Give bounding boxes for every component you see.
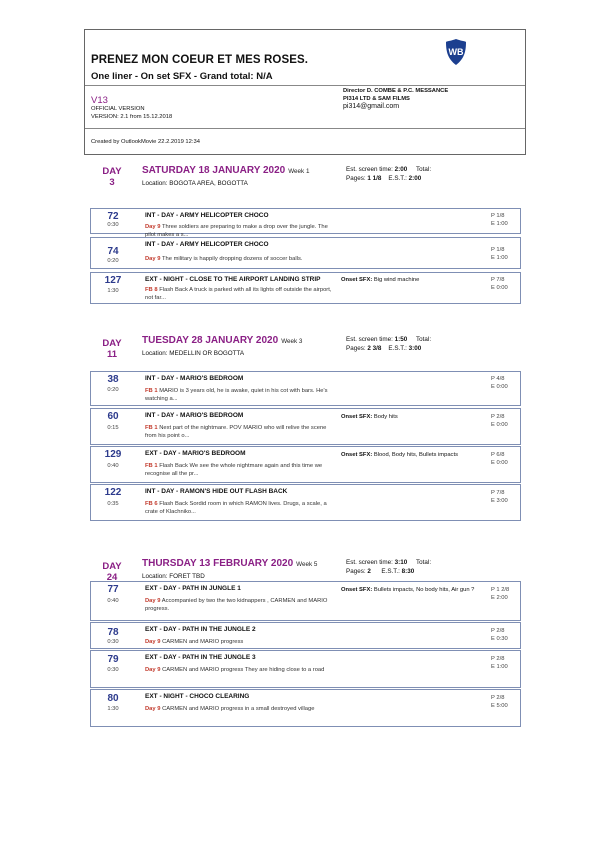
scene-heading: INT - DAY - ARMY HELICOPTER CHOCO bbox=[145, 241, 269, 248]
scene-description bbox=[145, 387, 335, 403]
scene-page-count: P 7/8 bbox=[491, 277, 505, 283]
scene-page-count: P 7/8 bbox=[491, 490, 505, 496]
scene-desc-text: CARMEN and MARIO progress in a small destroyed village bbox=[162, 706, 315, 712]
scene-pages bbox=[491, 586, 509, 602]
est-label: Est. screen time: bbox=[346, 336, 393, 343]
scene-tag: FB 8 bbox=[145, 287, 158, 293]
scene-row bbox=[90, 408, 521, 445]
scene-description bbox=[145, 705, 335, 713]
scene-row bbox=[90, 272, 521, 304]
scene-description bbox=[145, 462, 335, 478]
scene-est-time: E 0:30 bbox=[491, 636, 508, 642]
company-line: PI314 LTD & SAM FILMS bbox=[343, 96, 410, 102]
day-estimates bbox=[346, 165, 431, 183]
scene-heading: INT - DAY - ARMY HELICOPTER CHOCO bbox=[145, 212, 269, 219]
scene-number: 60 bbox=[107, 411, 119, 422]
scene-heading: INT - DAY - MARIO'S BEDROOM bbox=[145, 375, 244, 382]
scene-tag: Day 9 bbox=[145, 224, 161, 230]
pages-label: Pages: bbox=[346, 345, 366, 352]
scene-desc-text: MARIO is 3 years old, he is awake, quiet in his cot with bars. He's watching a... bbox=[145, 388, 328, 402]
scene-desc-text: Flash Back We see the whole nightmare again and this time we recognise all the pr... bbox=[145, 463, 323, 477]
scene-description bbox=[145, 500, 335, 516]
est-label: Est. screen time: bbox=[346, 559, 393, 566]
scene-row bbox=[90, 622, 521, 649]
day-number: 11 bbox=[106, 349, 118, 360]
official-version-label: OFFICIAL VERSION bbox=[91, 106, 145, 112]
scene-est-time: E 0:00 bbox=[491, 285, 508, 291]
day-week: Week 1 bbox=[288, 168, 310, 175]
scene-desc-text: The military is happily dropping dozens of soccer balls. bbox=[161, 256, 303, 262]
day-week: Week 3 bbox=[281, 338, 303, 345]
scene-row bbox=[90, 581, 521, 621]
header-divider bbox=[85, 85, 525, 86]
version-line: VERSION: 2.1 from 15.12.2018 bbox=[91, 114, 173, 120]
day-date-text: THURSDAY 13 FEBRUARY 2020 bbox=[142, 558, 294, 569]
production-title: PRENEZ MON COEUR ET MES ROSES. bbox=[91, 54, 309, 66]
scene-number: 122 bbox=[104, 487, 122, 498]
day-label bbox=[84, 561, 140, 581]
scene-duration: 0:20 bbox=[107, 258, 119, 264]
sfx-text: Big wind machine bbox=[373, 277, 420, 283]
est-total-value: 3:00 bbox=[408, 345, 422, 352]
scene-pages bbox=[491, 212, 508, 228]
scene-est-time: E 3:00 bbox=[491, 498, 508, 504]
est-label: Est. screen time: bbox=[346, 166, 393, 173]
scene-page-count: P 6/8 bbox=[491, 452, 505, 458]
scene-heading: EXT - DAY - PATH IN THE JUNGLE 3 bbox=[145, 654, 256, 661]
report-subtitle: One liner - On set SFX - Grand total: N/A bbox=[91, 71, 273, 82]
scene-pages bbox=[491, 276, 508, 292]
sfx-label: Onset SFX: bbox=[341, 414, 373, 420]
scene-number: 79 bbox=[107, 654, 119, 665]
sfx-text: Bullets impacts, No body hits, Air gun ? bbox=[373, 587, 475, 593]
scene-page-count: P 1/8 bbox=[491, 213, 505, 219]
scene-tag: Day 9 bbox=[145, 706, 161, 712]
scene-heading: EXT - DAY - MARIO'S BEDROOM bbox=[145, 450, 246, 457]
scene-est-time: E 1:00 bbox=[491, 221, 508, 227]
scene-row bbox=[90, 371, 521, 406]
scene-est-time: E 5:00 bbox=[491, 703, 508, 709]
scene-pages bbox=[491, 694, 508, 710]
scene-heading: INT - DAY - MARIO'S BEDROOM bbox=[145, 412, 244, 419]
scene-est-time: E 0:00 bbox=[491, 384, 508, 390]
day-date bbox=[142, 165, 309, 176]
scene-number: 74 bbox=[107, 246, 119, 257]
day-date-text: SATURDAY 18 JANUARY 2020 bbox=[142, 165, 286, 176]
sfx-label: Onset SFX: bbox=[341, 587, 373, 593]
header-divider-bottom bbox=[85, 128, 525, 129]
est-total-label: E.S.T.: bbox=[388, 345, 407, 352]
scene-tag: FB 1 bbox=[145, 463, 158, 469]
scene-number: 77 bbox=[107, 584, 119, 595]
scene-duration: 0:30 bbox=[107, 222, 119, 228]
est-total-label: E.S.T.: bbox=[388, 175, 407, 182]
scene-duration: 0:40 bbox=[107, 598, 119, 604]
day-number: 24 bbox=[106, 572, 118, 581]
day-label bbox=[84, 166, 140, 188]
scene-description bbox=[145, 286, 335, 302]
scene-desc-text: Three soldiers are preparing to make a drop over the jungle. The pilot makes a s... bbox=[145, 224, 328, 238]
svg-text:WB: WB bbox=[448, 47, 464, 57]
scene-page-count: P 2/8 bbox=[491, 695, 505, 701]
scene-page-count: P 2/8 bbox=[491, 628, 505, 634]
scene-number: 129 bbox=[104, 449, 122, 460]
warner-bros-logo-icon bbox=[444, 38, 468, 66]
total-label: Total: bbox=[416, 559, 432, 566]
scene-est-time: E 1:00 bbox=[491, 255, 508, 261]
scene-description bbox=[145, 255, 445, 263]
pages-label: Pages: bbox=[346, 568, 366, 575]
day-date bbox=[142, 335, 302, 346]
scene-tag: Day 9 bbox=[145, 256, 161, 262]
scene-heading: EXT - NIGHT - CLOSE TO THE AIRPORT LANDING STRIP bbox=[145, 276, 321, 283]
pages-value: 1 1/8 bbox=[367, 175, 382, 182]
scene-pages bbox=[491, 655, 508, 671]
scene-pages bbox=[491, 451, 508, 467]
scene-pages bbox=[491, 489, 508, 505]
scene-duration: 0:35 bbox=[107, 501, 119, 507]
sfx-text: Blood, Body hits, Bullets impacts bbox=[373, 452, 458, 458]
day-location: Location: FORET TBD bbox=[142, 573, 205, 580]
scene-heading: EXT - NIGHT - CHOCO CLEARING bbox=[145, 693, 250, 700]
director-line: Director D. COMBE & P.C. MESSANCE bbox=[343, 88, 449, 94]
est-total-value: 8:30 bbox=[401, 568, 415, 575]
scene-est-time: E 0:00 bbox=[491, 460, 508, 466]
day-word: DAY bbox=[102, 561, 122, 572]
scene-desc-text: Flash Back Sordid room in which RAMON lives. Drugs, a scale, a crate of Klachniko... bbox=[145, 501, 327, 515]
total-label: Total: bbox=[416, 166, 432, 173]
version-code: V13 bbox=[91, 95, 108, 106]
day-date bbox=[142, 558, 317, 569]
scene-est-time: E 0:00 bbox=[491, 422, 508, 428]
scene-page-count: P 1/8 bbox=[491, 247, 505, 253]
day-estimates bbox=[346, 558, 431, 576]
scene-description bbox=[145, 424, 335, 440]
document-header bbox=[84, 29, 526, 155]
est-value: 3:10 bbox=[394, 559, 408, 566]
scene-pages bbox=[491, 375, 508, 391]
scene-row bbox=[90, 446, 521, 483]
scene-duration: 0:20 bbox=[107, 387, 119, 393]
pages-value: 2 3/8 bbox=[367, 345, 382, 352]
scene-tag: FB 1 bbox=[145, 425, 158, 431]
scene-desc-text: Next part of the nightmare. POV MARIO who will relive the scene from his point o... bbox=[145, 425, 327, 439]
scene-heading: EXT - DAY - PATH IN JUNGLE 1 bbox=[145, 585, 241, 592]
scene-row bbox=[90, 208, 521, 238]
scene-duration: 1:30 bbox=[107, 288, 119, 294]
scene-description bbox=[145, 666, 335, 674]
scene-duration: 0:30 bbox=[107, 639, 119, 645]
scene-desc-text: CARMEN and MARIO progress bbox=[162, 639, 244, 645]
day-week: Week 5 bbox=[296, 561, 318, 568]
scene-row bbox=[90, 650, 521, 688]
scene-heading: EXT - DAY - PATH IN THE JUNGLE 2 bbox=[145, 626, 256, 633]
scene-est-time: E 1:00 bbox=[491, 664, 508, 670]
scene-page-count: P 2/8 bbox=[491, 656, 505, 662]
scene-number: 80 bbox=[107, 693, 119, 704]
scene-row bbox=[90, 484, 521, 521]
scene-desc-text: CARMEN and MARIO progress They are hiding close to a road bbox=[162, 667, 325, 673]
sfx-label: Onset SFX: bbox=[341, 452, 373, 458]
est-value: 1:50 bbox=[394, 336, 408, 343]
day-date-text: TUESDAY 28 JANUARY 2020 bbox=[142, 335, 279, 346]
day-word: DAY bbox=[102, 166, 122, 177]
scene-tag: Day 9 bbox=[145, 598, 161, 604]
scene-sfx bbox=[341, 451, 481, 459]
day-number: 3 bbox=[109, 177, 115, 188]
day-estimates bbox=[346, 335, 431, 353]
scene-page-count: P 2/8 bbox=[491, 414, 505, 420]
scene-row bbox=[90, 689, 521, 727]
est-total-value: 2:00 bbox=[408, 175, 422, 182]
scene-number: 78 bbox=[107, 627, 119, 638]
day-location: Location: BOGOTA AREA, BOGOTTA bbox=[142, 180, 248, 187]
scene-tag: Day 9 bbox=[145, 639, 161, 645]
scene-row bbox=[90, 237, 521, 269]
scene-description bbox=[145, 597, 335, 613]
day-location: Location: MEDELLIN OR BOGOTTA bbox=[142, 350, 245, 357]
scene-est-time: E 2:00 bbox=[491, 595, 508, 601]
email-line: pi314@gmail.com bbox=[343, 103, 400, 110]
scene-description bbox=[145, 638, 335, 646]
scene-sfx bbox=[341, 586, 481, 594]
scene-number: 127 bbox=[104, 275, 122, 286]
scene-duration: 0:30 bbox=[107, 667, 119, 673]
scene-duration: 0:40 bbox=[107, 463, 119, 469]
scene-tag: Day 9 bbox=[145, 667, 161, 673]
scene-tag: FB 6 bbox=[145, 501, 158, 507]
day-word: DAY bbox=[102, 338, 122, 349]
scene-heading: INT - DAY - RAMON'S HIDE OUT FLASH BACK bbox=[145, 488, 288, 495]
scene-sfx bbox=[341, 413, 481, 421]
scene-pages bbox=[491, 413, 508, 429]
created-by-line: Created by OutlookMovie 22.2.2019 12:34 bbox=[91, 139, 200, 145]
day-label bbox=[84, 338, 140, 360]
scene-number: 38 bbox=[107, 374, 119, 385]
scene-number: 72 bbox=[107, 211, 119, 222]
scene-desc-text: Flash Back A truck is parked with all its lights off outside the airport, not far... bbox=[145, 287, 332, 301]
scene-page-count: P 4/8 bbox=[491, 376, 505, 382]
director-info bbox=[343, 87, 448, 111]
scene-pages bbox=[491, 246, 508, 262]
pages-label: Pages: bbox=[346, 175, 366, 182]
sfx-text: Body hits bbox=[373, 414, 398, 420]
sfx-label: Onset SFX: bbox=[341, 277, 373, 283]
scene-duration: 1:30 bbox=[107, 706, 119, 712]
scene-desc-text: Accompanied by two the two kidnappers , CARMEN and MARIO progress. bbox=[145, 598, 328, 612]
est-value: 2:00 bbox=[394, 166, 408, 173]
scene-page-count: P 1 2/8 bbox=[491, 587, 510, 593]
est-total-label: E.S.T.: bbox=[381, 568, 400, 575]
total-label: Total: bbox=[416, 336, 432, 343]
pages-value: 2 bbox=[367, 568, 371, 575]
scene-pages bbox=[491, 627, 508, 643]
scene-duration: 0:15 bbox=[107, 425, 119, 431]
scene-tag: FB 1 bbox=[145, 388, 158, 394]
scene-sfx bbox=[341, 276, 481, 284]
